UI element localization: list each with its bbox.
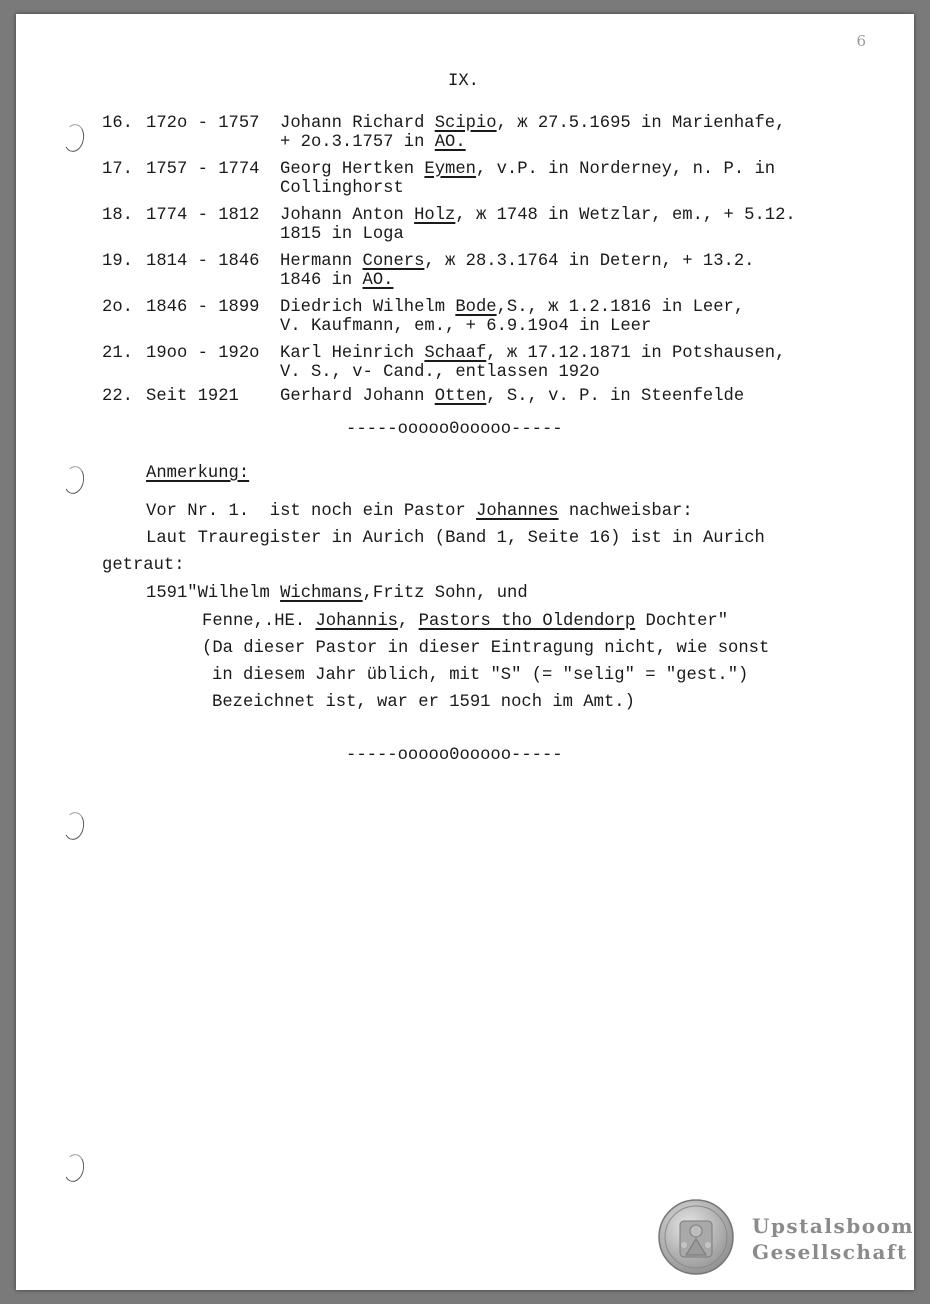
punch-hole-4 — [62, 1152, 87, 1183]
text-run: V. Kaufmann, em., + 6.9.19o4 in Leer — [280, 317, 652, 336]
text-run: Fenne,.HE. — [202, 612, 316, 631]
entry-years: 172o - 1757 — [146, 114, 260, 133]
entry-number: 19. — [102, 252, 133, 271]
underlined-name: Wichmans — [280, 584, 363, 603]
corner-pencil-mark: 6 — [856, 32, 866, 50]
text-run: , ж 27.5.1695 in Marienhafe, — [496, 114, 786, 133]
entry-text-line — [280, 206, 796, 226]
text-run: , ж 1748 in Wetzlar, em., + 5.12. — [455, 206, 796, 225]
text-run: ,Fritz Sohn, und — [362, 584, 528, 603]
note-line — [202, 639, 769, 659]
text-run: nachweisbar: — [558, 502, 693, 521]
text-run: Bezeichnet ist, war er 1591 noch im Amt.) — [212, 693, 635, 712]
entry-years: 1774 - 1812 — [146, 206, 260, 225]
underlined-name: Holz — [414, 206, 456, 225]
separator-2: -----ooooo0ooooo----- — [346, 746, 563, 765]
underlined-name: Johannes — [476, 502, 559, 521]
entry-number: 2o. — [102, 298, 133, 317]
text-run: Diedrich Wilhelm — [280, 298, 456, 317]
text-run: 1815 in Loga — [280, 225, 404, 244]
note-line — [146, 529, 765, 549]
underlined-name: Bode — [455, 298, 497, 317]
text-run: 1846 in — [280, 271, 363, 290]
text-run: , ж 28.3.1764 in Detern, + 13.2. — [424, 252, 755, 271]
entry-text-line — [280, 387, 744, 407]
entry-text-line — [280, 133, 466, 153]
entry-text-line — [280, 225, 404, 245]
text-run: + 2o.3.1757 in — [280, 133, 435, 152]
note-heading: Anmerkung: — [146, 464, 250, 483]
text-run: Johann Anton — [280, 206, 415, 225]
entry-text-line — [280, 344, 785, 364]
text-run: Hermann — [280, 252, 363, 271]
text-run: Gerhard Johann — [280, 387, 435, 406]
text-run: , — [397, 612, 419, 631]
punch-hole-3 — [62, 810, 87, 841]
underlined-name: Coners — [362, 252, 425, 271]
text-run: Georg Hertken — [280, 160, 425, 179]
entry-years: 1846 - 1899 — [146, 298, 260, 317]
note-line — [212, 666, 748, 686]
entry-years: Seit 1921 — [146, 387, 239, 406]
underlined-name: Pastors tho Oldendorp — [418, 612, 636, 631]
text-run: Karl Heinrich — [280, 344, 425, 363]
entry-number: 17. — [102, 160, 133, 179]
note-line — [202, 612, 728, 632]
entry-text-line — [280, 160, 775, 180]
page-number: IX. — [448, 72, 479, 91]
entry-text-line — [280, 271, 393, 291]
text-run: V. S., v- Cand., entlassen 192o — [280, 363, 600, 382]
underlined-name: Johannis — [315, 612, 398, 631]
punch-hole-2 — [62, 464, 87, 495]
entry-text-line — [280, 179, 404, 199]
text-run: Laut Trauregister in Aurich (Band 1, Seite 16) ist in Aurich — [146, 529, 765, 548]
text-run: getraut: — [102, 556, 185, 575]
entry-years: 19oo - 192o — [146, 344, 260, 363]
underlined-name: Schaaf — [424, 344, 487, 363]
text-run: , v.P. in Norderney, n. P. in — [475, 160, 776, 179]
entry-text-line — [280, 298, 744, 318]
text-run: Collinghorst — [280, 179, 404, 198]
entry-years: 1757 - 1774 — [146, 160, 260, 179]
text-run: ,S., ж 1.2.1816 in Leer, — [496, 298, 745, 317]
entry-text-line — [280, 317, 651, 337]
text-run: Dochter" — [635, 612, 729, 631]
entry-number: 16. — [102, 114, 133, 133]
text-run: in diesem Jahr üblich, mit "S" (= "selig" = "gest.") — [212, 666, 749, 685]
entry-text-line — [280, 252, 754, 272]
document-page — [16, 14, 914, 1290]
text-run: Johann Richard — [280, 114, 435, 133]
society-name-line2: Gesellschaft — [752, 1240, 908, 1264]
entry-number: 22. — [102, 387, 133, 406]
entry-text-line — [280, 114, 785, 134]
text-run: (Da dieser Pastor in dieser Eintragung nicht, wie sonst — [202, 639, 770, 658]
text-run: , ж 17.12.1871 in Potshausen, — [486, 344, 786, 363]
note-line — [102, 556, 185, 576]
underlined-name: AO. — [434, 133, 466, 152]
text-run: Vor Nr. 1. ist noch ein Pastor — [146, 502, 477, 521]
underlined-name: Eymen — [424, 160, 476, 179]
entry-text-line — [280, 363, 600, 383]
society-name-line1: Upstalsboom — [752, 1214, 914, 1238]
underlined-name: Otten — [434, 387, 487, 406]
separator-1: -----ooooo0ooooo----- — [346, 420, 563, 439]
entry-number: 21. — [102, 344, 133, 363]
punch-hole-1 — [62, 122, 87, 153]
text-run: 1591"Wilhelm — [146, 584, 281, 603]
underlined-name: Scipio — [434, 114, 497, 133]
society-seal-icon — [658, 1199, 734, 1275]
entry-number: 18. — [102, 206, 133, 225]
entry-years: 1814 - 1846 — [146, 252, 260, 271]
note-line — [146, 502, 693, 522]
underlined-name: AO. — [362, 271, 394, 290]
note-line — [212, 693, 635, 713]
text-run: , S., v. P. in Steenfelde — [486, 387, 745, 406]
note-line — [146, 584, 528, 604]
